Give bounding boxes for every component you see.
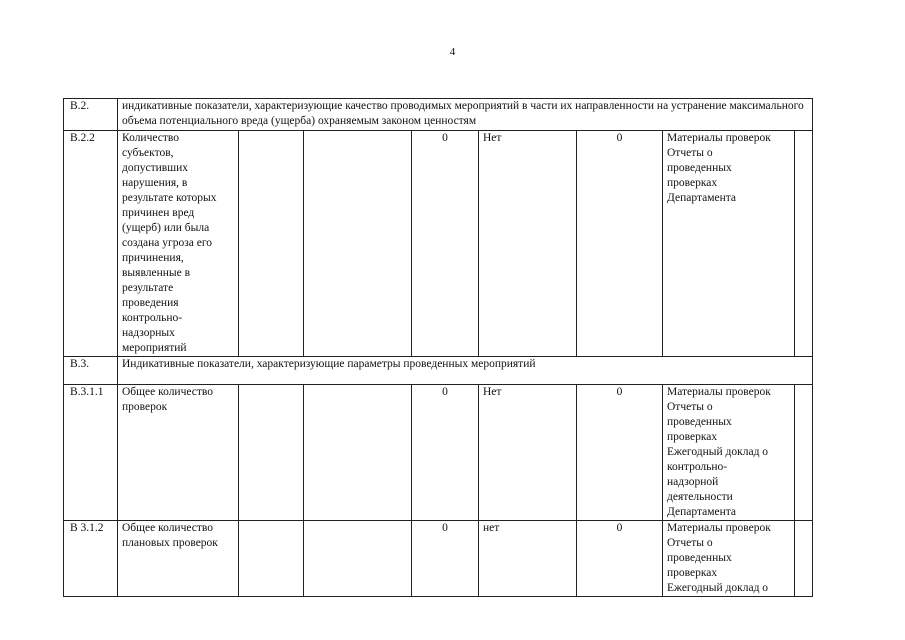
row-value2: 0 [577,385,663,521]
empty-cell [795,521,813,597]
empty-cell [795,131,813,357]
row-flag: Нет [479,385,577,521]
row-source: Материалы проверок Отчеты о проведенных проверках Ежегодный доклад о [663,521,795,597]
section-row-b3 [64,357,813,385]
row-value2: 0 [577,131,663,357]
row-flag: нет [479,521,577,597]
row-value: 0 [412,521,479,597]
row-value: 0 [412,131,479,357]
table-row [64,385,813,521]
section-id: В.3. [64,357,118,385]
table-row [64,521,813,597]
empty-cell [304,131,412,357]
empty-cell [304,521,412,597]
row-id: В.2.2 [64,131,118,357]
row-id: В.3.1.1 [64,385,118,521]
table-row [64,131,813,357]
row-name: Общее количество проверок [118,385,239,521]
empty-cell [795,385,813,521]
row-flag: Нет [479,131,577,357]
section-id: В.2. [64,99,118,131]
row-value2: 0 [577,521,663,597]
empty-cell [304,385,412,521]
section-title: индикативные показатели, характеризующие качество проводимых мероприятий в части их направленности на устранение максимального объема потенциального вреда (ущерба) охраняемым законом ценностям [118,99,813,131]
row-name: Количество субъектов, допустивших нарушения, в результате которых причинен вред (ущерб) или была создана угроза его причинения, выявленные в результате проведения контрольно- надзорных мероприятий [118,131,239,357]
row-id: В 3.1.2 [64,521,118,597]
row-value: 0 [412,385,479,521]
row-source: Материалы проверок Отчеты о проведенных проверках Ежегодный доклад о контрольно- надзорной деятельности Департамента [663,385,795,521]
section-row-b2 [64,99,813,131]
page-number: 4 [449,46,456,58]
indicators-table [63,98,813,597]
empty-cell [239,385,304,521]
empty-cell [239,131,304,357]
section-title: Индикативные показатели, характеризующие параметры проведенных мероприятий [118,357,813,385]
row-source: Материалы проверок Отчеты о проведенных проверках Департамента [663,131,795,357]
row-name: Общее количество плановых проверок [118,521,239,597]
empty-cell [239,521,304,597]
